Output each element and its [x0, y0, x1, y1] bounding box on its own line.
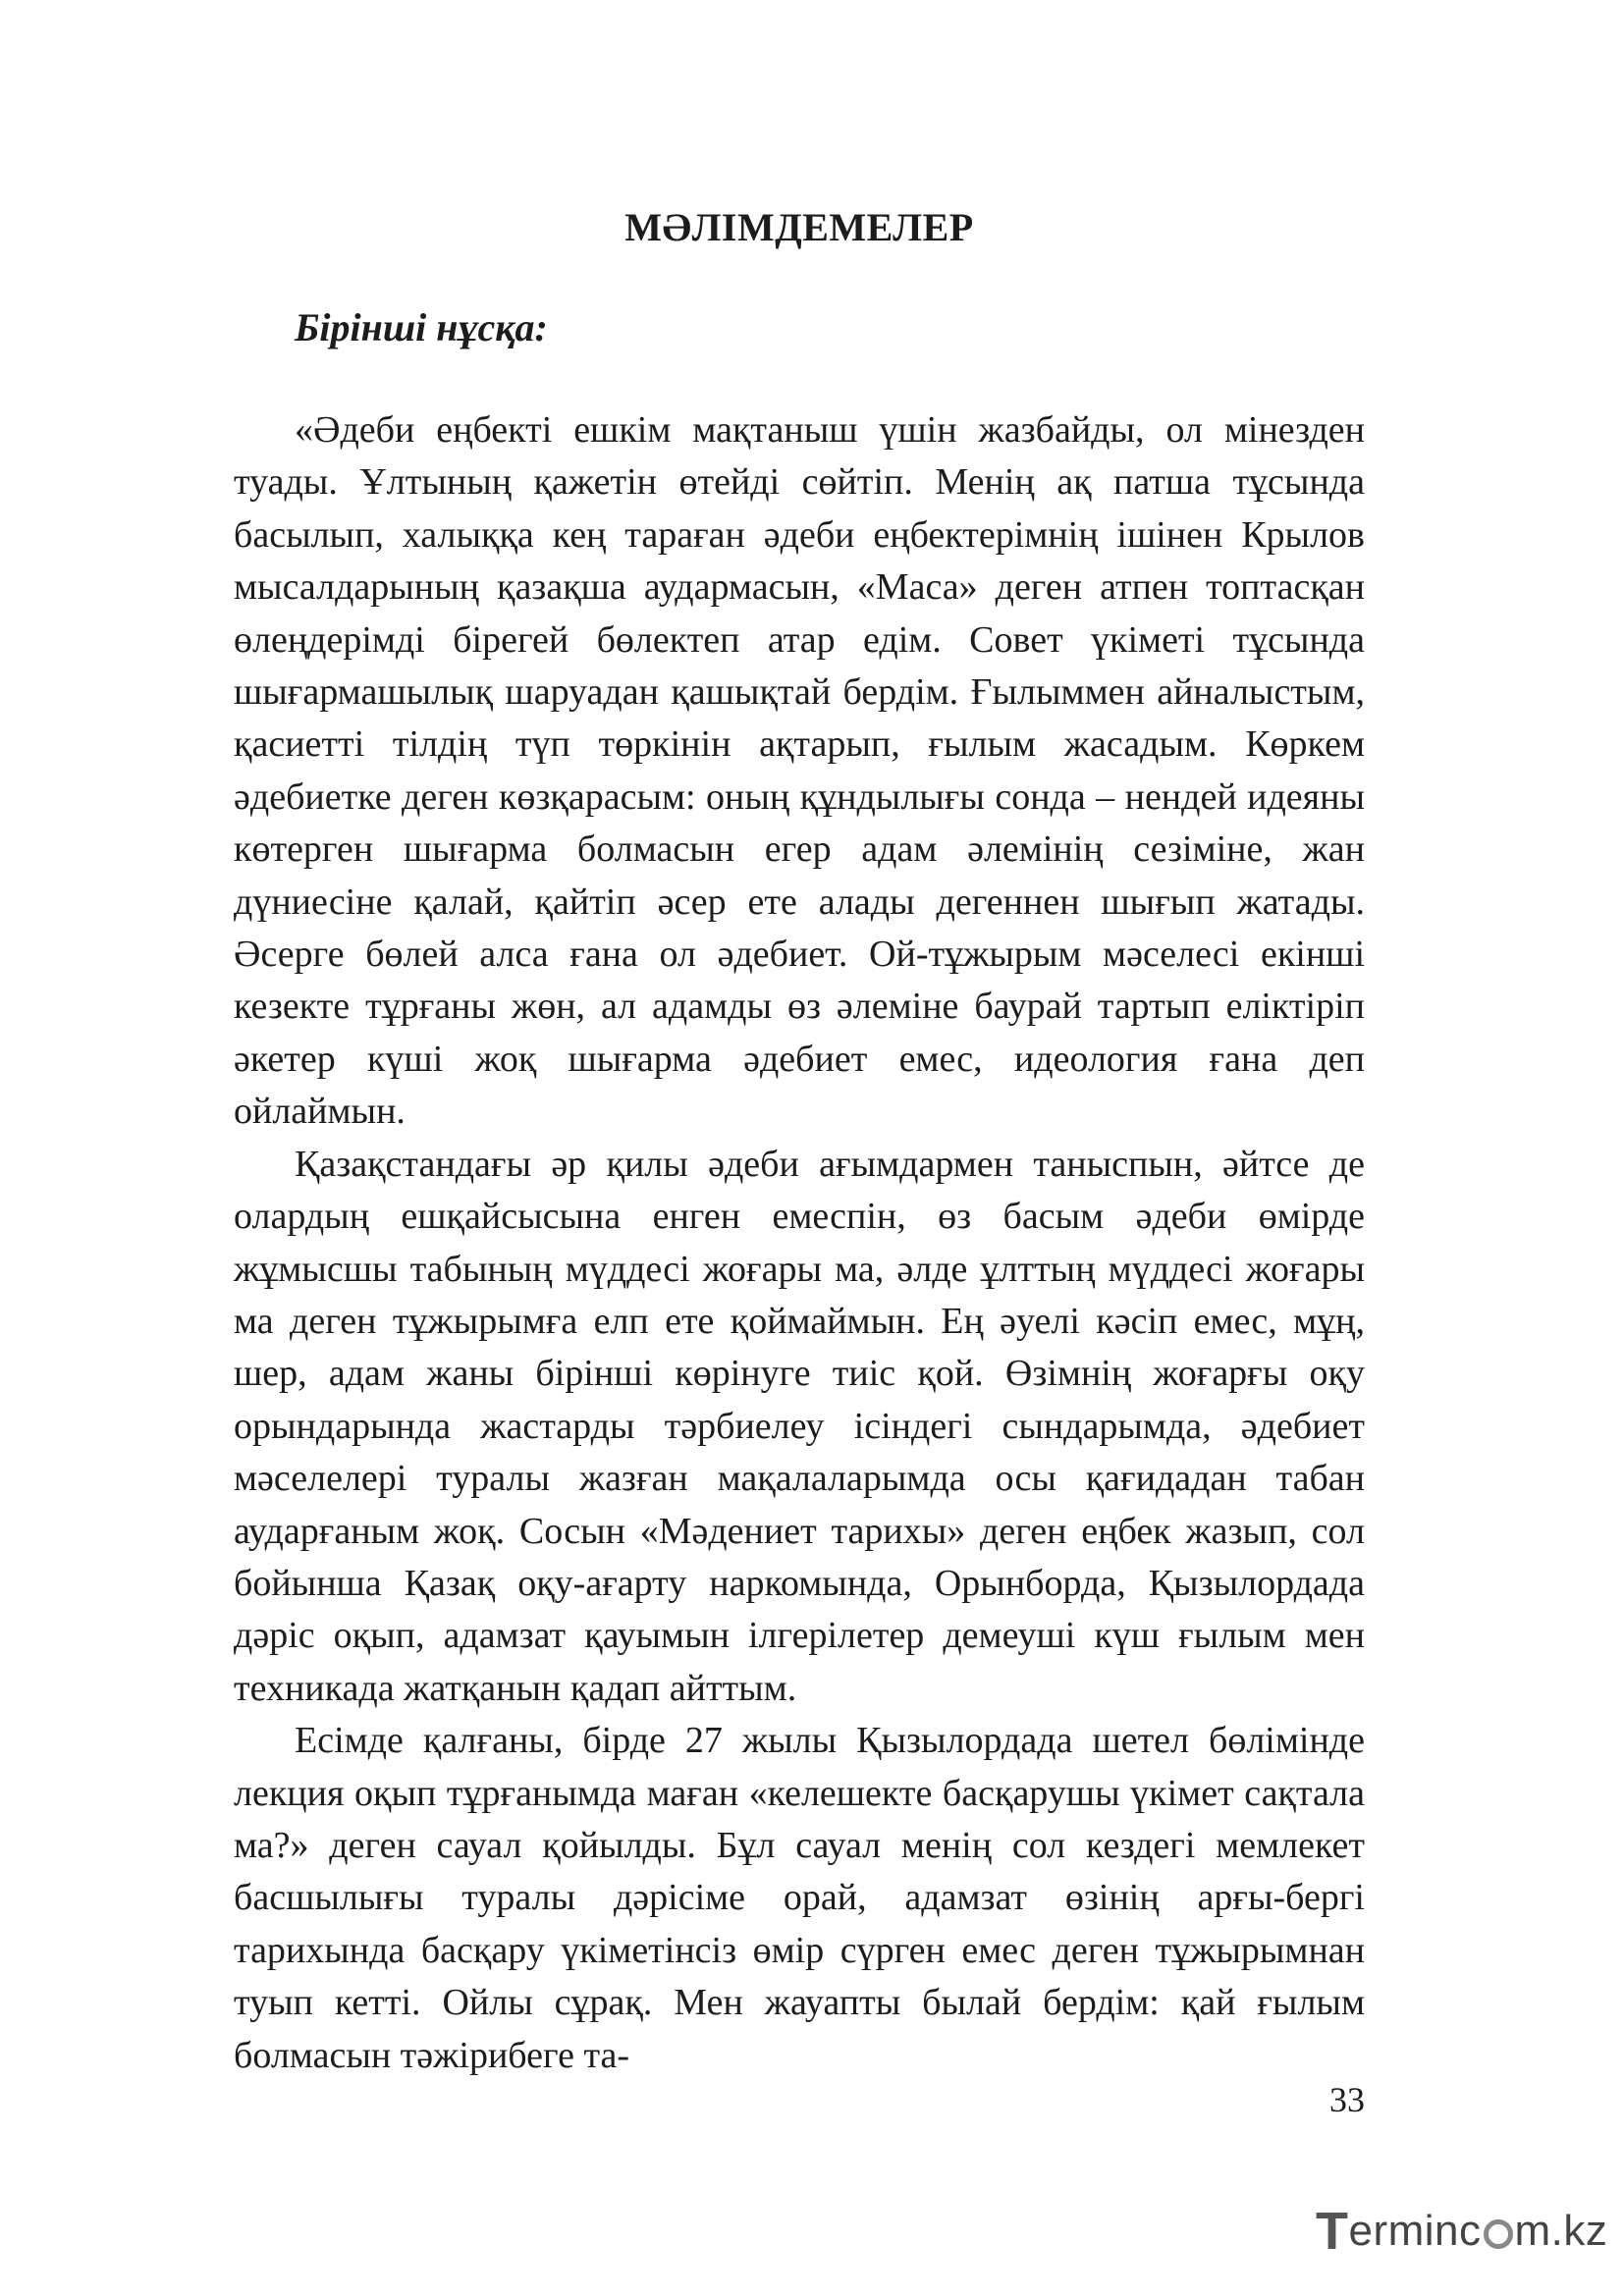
paragraph-2: Қазақстандағы әр қилы әдеби ағымдармен таныспын, әйтсе де олардың ешқайсысына енген емеспін, өз басым әдеби өмірде жұмысшы табының мүддесі жоғары ма, әлде ұлттың мүддесі жоғары ма деген тұжырымға елп ете қоймаймын. Ең әуелі кәсіп емес, мұң, шер, адам жаны бірінші көрінуге тиіс қой. Өзімнің жоғарғы оқу орындарында жастарды тәрбиелеу ісіндегі сындарымда, әдебиет мәселелері туралы жазған мақалаларымда осы қағидадан табан аударғаным жоқ. Сосын «Мәдениет тарихы» деген еңбек жазып, сол бойынша Қазақ оқу-ағарту наркомында, Орынборда, Қызылордада дәріс оқып, адамзат қауымын ілгерілетер демеуші күш ғылым мен техникада жатқанын қадап айттым.: [234, 1143, 1365, 1709]
body-text: [234, 404, 1365, 2082]
watermark-logo: [1316, 2197, 1610, 2266]
book-page: [234, 0, 1365, 2296]
page-number: 33: [1329, 2080, 1365, 2119]
watermark-text-part: erminc: [1348, 2207, 1482, 2255]
variant-subheading: Бірінші нұсқа:: [295, 305, 548, 349]
watermark-letter-t: T: [1316, 2202, 1349, 2261]
section-heading: МӘЛІМДЕМЕЛЕР: [624, 205, 974, 249]
paragraph-3: Есімде қалғаны, бірде 27 жылы Қызылордада шетел бөлімінде лекция оқып тұрғанымда маған «келешекте басқарушы үкімет сақтала ма?» деген сауал қойылды. Бұл сауал менің сол кездегі мемлекет басшылығы туралы дәрісіме орай, адамзат өзінің арғы-бергі тарихында басқару үкіметінсіз өмір сүрген емес деген тұжырымнан туып кетті. Ойлы сұрақ. Мен жауапты былай бердім: қай ғылым болмасын тәжірибеге та-: [234, 1720, 1365, 2076]
paragraph-1: «Әдеби еңбекті ешкім мақтаныш үшін жазбайды, ол мінезден туады. Ұлтының қажетін өтейді сөйтіп. Менің ақ патша тұсында басылып, халыққа кең тараған әдеби еңбектерімнің ішінен Крылов мысалдарының қазақша аудармасын, «Маса» деген атпен топтасқан өлеңдерімді бірегей бөлектеп атар едім. Совет үкіметі тұсында шығармашылық шаруадан қашықтай бердім. Ғылыммен айналыстым, қасиетті тілдің түп төркінін ақтарып, ғылым жасадым. Көркем әдебиетке деген көзқарасым: оның құндылығы сонда – нендей идеяны көтерген шығарма болмасын егер адам әлемінің сезіміне, жан дүниесіне қалай, қайтіп әсер ете алады дегеннен шығып жатады. Әсерге бөлей алса ғана ол әдебиет. Ой-тұжырым мәселесі екінші кезекте тұрғаны жөн, ал адамды өз әлеміне баурай тартып еліктіріп әкетер күші жоқ шығарма әдебиет емес, идеология ғана деп ойлаймын.: [234, 409, 1365, 1133]
magnifier-o-icon: [1484, 2219, 1513, 2249]
watermark-domain: m.kz: [1514, 2207, 1608, 2255]
